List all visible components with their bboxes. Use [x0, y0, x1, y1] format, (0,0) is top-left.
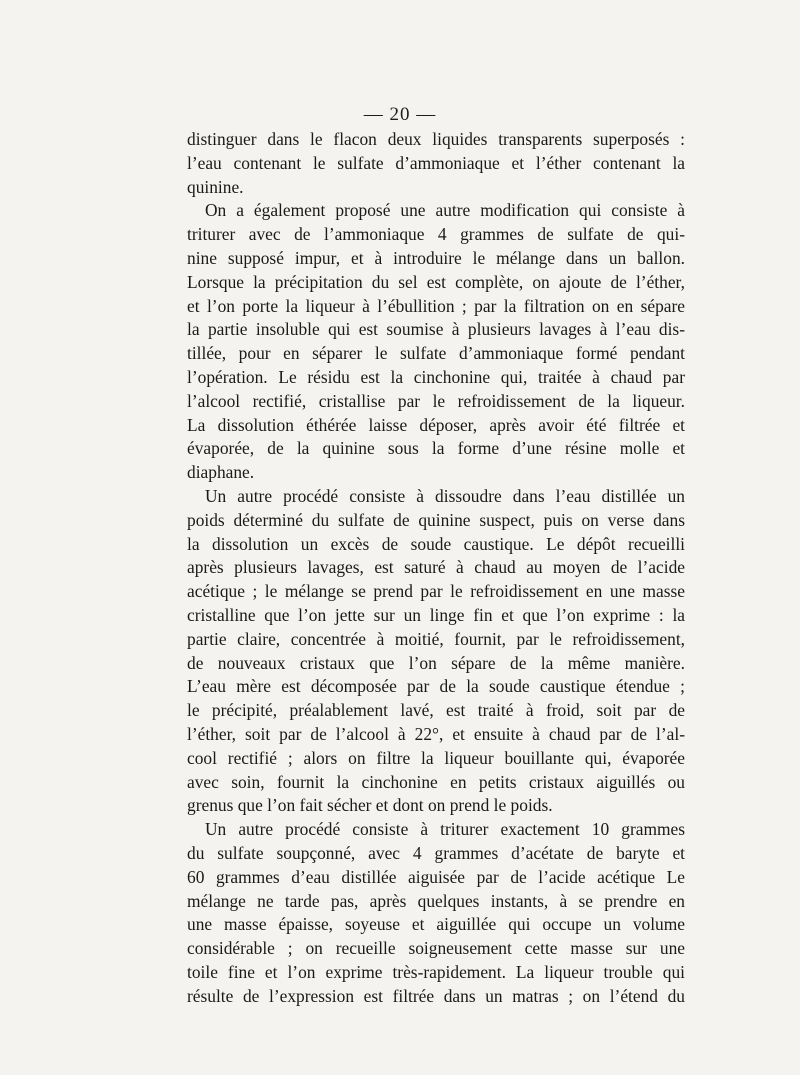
- text-line: distinguer dans le flacon deux liquides transparents superposés :: [187, 129, 685, 149]
- paragraph-4: [187, 818, 685, 1008]
- text-line: l’alcool rectifié, cristallise par le refroidissement de la liqueur.: [187, 390, 685, 411]
- text-line: cool rectifié ; alors on filtre la liqueur bouillante qui, évaporée: [187, 747, 685, 768]
- body-text: [187, 128, 685, 1008]
- text-line: et l’on porte la liqueur à l’ébullition ; par la filtration on en sépare: [187, 295, 685, 316]
- text-line: l’opération. Le résidu est la cinchonine qui, traitée à chaud par: [187, 366, 685, 387]
- text-line: une masse épaisse, soyeuse et aiguillée qui occupe un volume: [187, 914, 685, 935]
- text-line: diaphane.: [187, 462, 255, 483]
- text-line: l’éther, soit par de l’alcool à 22°, et ensuite à chaud par de l’al-: [187, 723, 685, 744]
- text-line: triturer avec de l’ammoniaque 4 grammes de sulfate de qui-: [187, 224, 685, 245]
- text-line: la dissolution un excès de soude caustique. Le dépôt recueilli: [187, 533, 685, 554]
- text-line: la partie insoluble qui est soumise à plusieurs lavages à l’eau dis-: [187, 319, 685, 340]
- text-line: On a également proposé une autre modification qui consiste à: [205, 200, 685, 221]
- text-line: Un autre procédé consiste à dissoudre dans l’eau distillée un: [205, 485, 685, 506]
- paragraph-2: [187, 199, 685, 485]
- text-line: Lorsque la précipitation du sel est complète, on ajoute de l’éther,: [187, 271, 685, 292]
- text-line: toile fine et l’on exprime très-rapidement. La liqueur trouble qui: [187, 961, 685, 982]
- paragraph-3: [187, 485, 685, 818]
- paragraph-1: [187, 128, 685, 199]
- text-line: Un autre procédé consiste à triturer exactement 10 grammes: [205, 819, 685, 840]
- page-number: — 20 —: [363, 104, 437, 125]
- text-line: l’eau contenant le sulfate d’ammoniaque et l’éther contenant la: [187, 152, 685, 173]
- text-line: 60 grammes d’eau distillée aiguisée par de l’acide acétique Le: [187, 866, 685, 887]
- text-line: avec soin, fournit la cinchonine en petits cristaux aiguillés ou: [187, 771, 685, 792]
- text-line: La dissolution éthérée laisse déposer, après avoir été filtrée et: [187, 414, 685, 435]
- text-line: quinine.: [187, 176, 244, 197]
- text-line: partie claire, concentrée à moitié, fournit, par le refroidissement,: [187, 628, 685, 649]
- text-line: acétique ; le mélange se prend par le refroidissement en une masse: [187, 581, 685, 602]
- text-line: du sulfate soupçonné, avec 4 grammes d’acétate de baryte et: [187, 842, 685, 863]
- text-line: de nouveaux cristaux que l’on sépare de la même manière.: [187, 652, 685, 673]
- text-line: considérable ; on recueille soigneusement cette masse sur une: [187, 938, 685, 959]
- text-line: résulte de l’expression est filtrée dans un matras ; on l’étend du: [187, 985, 685, 1006]
- text-line: poids déterminé du sulfate de quinine suspect, puis on verse dans: [187, 509, 685, 530]
- text-line: nine supposé impur, et à introduire le mélange dans un ballon.: [187, 247, 685, 268]
- text-line: grenus que l’on fait sécher et dont on prend le poids.: [187, 795, 553, 816]
- text-line: tillée, pour en séparer le sulfate d’ammoniaque formé pendant: [187, 343, 685, 364]
- text-line: le précipité, préalablement lavé, est traité à froid, soit par de: [187, 700, 685, 721]
- text-line: mélange ne tarde pas, après quelques instants, à se prendre en: [187, 890, 685, 911]
- text-line: après plusieurs lavages, est saturé à chaud au moyen de l’acide: [187, 557, 685, 578]
- text-line: L’eau mère est décomposée par de la soude caustique étendue ;: [187, 676, 685, 697]
- text-line: évaporée, de la quinine sous la forme d’une résine molle et: [187, 438, 685, 459]
- text-line: cristalline que l’on jette sur un linge fin et que l’on exprime : la: [187, 604, 685, 625]
